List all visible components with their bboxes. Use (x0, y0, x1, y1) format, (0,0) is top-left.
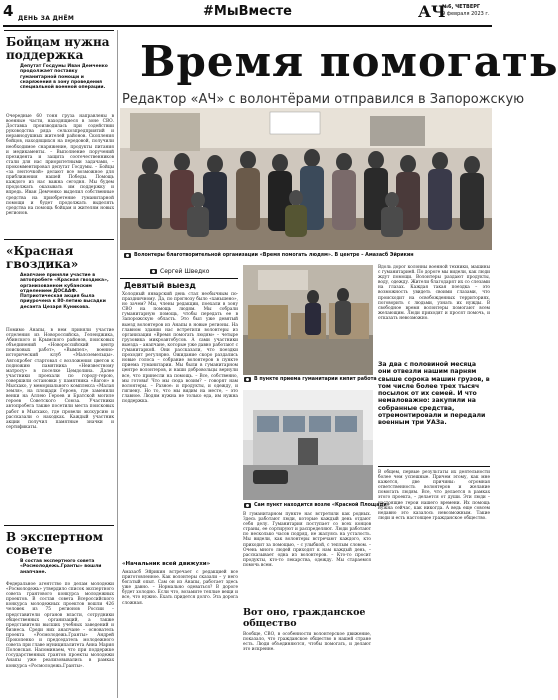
article2-title: «Красная гвоздика» (6, 244, 79, 271)
building-photo-caption-text: Сам пункт находится возле «Красной Площади» (254, 503, 390, 508)
col3-highlight: За два с половиной месяца они отвезли нашим парням свыше сорока машин грузов, в том числе более трех тысяч посылок от их семей. И что немаловажно: закупили на собранные средства, отремонтировали и передали военным три УАЗа. (378, 361, 490, 427)
warehouse-photo-caption-text: В пункте приема гуманитарии кипит работа (254, 377, 377, 382)
warehouse-photo-image (243, 265, 373, 375)
article2-body: Помимо Анапы, в нем приняли участие отделения из Новороссийска, Геленджика, Абинского и Крымского районов, поисковых объединений «Новороссийский центр поисковых работ», «Вымпел», военно-исторический клуб «Малоземельцы». Автопробег стартовал с возложения цветов к подножию памятника «Неизвестному матросу» в поселке Цемдолина. Далее участники проехали по городу-герою, совершили остановки у памятника «Вагон» в Мысхако, у мемориального комплекса «Малая земля», на площади Героев, где заменили венки на Аллею Героев и Братской могиле героев Советского Союза. Участники автопробега также посетили места поисковых работ в Мысхако, где провели экскурсию и рассказали о находках. Каждый участник акции получил памятные значки и сертификаты. (6, 328, 114, 430)
group-photo-caption (124, 253, 414, 258)
warehouse-photo (243, 265, 373, 375)
author-name: Сергей Шведко (160, 268, 210, 275)
col1-body2: Амазасб Эйрикин встречает с редакцией все приготовленное. Как волонтеры сказали – у него богатый опыт. Сам он из Анапы, работает здесь уже давно. – Нормально одеваться? В дороге будет холодно. Если что, возьмите теплые вещи и все, что нужно. Ехать придется долго. Эта дорога сложная. (122, 570, 238, 606)
main-subtitle: Редактор «АЧ» с волонтёрами отправился в Запорожскую (122, 92, 525, 107)
main-headline: Время помогать (140, 37, 558, 86)
article3-lead: В состав экспертного совета «Росмолодежь.Гранты» вошли анапчане. (20, 559, 102, 575)
camera-icon (124, 253, 131, 258)
col2-body2: Вообще, СВО, в особенности волонтерское движение, показало, что гражданское общество в нашей стране есть. Люди объединяются, чтобы помогать, и делают это искренне. (243, 632, 371, 653)
col2-body: В гуманитарном пункте нас встретили как родных. Здесь работают люди, которые каждый день отдают себя делу. Гуманитария поступает со всех концов страны, ее сортируют и распределяют. Люди работают по несколько часов подряд, не жалуясь на усталость. Мы видели, как волонтеры встречают каждого, кто приходит за помощью, – с улыбкой, с теплым словом. – Очень много людей приходят к нам каждый день, – рассказывает одна из волонтеров. – Кто-то просит продукты, кто-то лекарства, одежду. Мы стараемся помочь всем. (243, 512, 371, 568)
col3-body2: В общем, первые результаты их деятельности более чем успешные. Причем этому, как мне кажется, две причины: огромная ответственность волонтеров и желание помогать людям. Все, что делается в рамках этого проекта, – делается от души. Эти люди – настоящие герои нашего времени. Их помощь нужна сейчас, как никогда. А ведь еще совсем недавно это казалось невозможным. Такие люди и есть настоящее гражданское общество. (378, 470, 490, 521)
building-photo-image (243, 390, 373, 500)
article3-title: В экспертном совете (6, 530, 104, 557)
col2-subtitle: Вот оно, гражданское общество (243, 607, 366, 629)
article1-title: Бойцам нужна поддержка (6, 35, 110, 62)
col3-highlight-rule (378, 466, 490, 467)
left-column-divider (117, 30, 118, 698)
camera-icon (244, 377, 251, 382)
author-byline (150, 268, 209, 275)
issue-number: №6, ЧЕТВЕРГ (442, 4, 481, 10)
col1-body: Холодный январский день стал необычным по-праздничному. Да, по прогнозу было «ханьшено», но зачем? Мы, члены редакции, поехали в зону СВО на помощь людям. Мы собрали гуманитарную помощь, чтобы передать ее в Запорожскую область. Это был уже девятый выезд волонтеров из Анапы в новые регионы. На главном здании нас встретили волонтеры из организации «Время помогать людям» – четыре грузовика микроавтобусов. А сами участники выезда – анапчане, которые уже давно работают с гуманитаркой. Они рассказали, что поездки проходят регулярно. Ожидание скоро раздались новые голоса – собрание волонтеров в пункте приема гуманитарии. Мы были в гуманитарном центре волонтеров, и наши добровольцы вернули все, что принесли на помощь. – Все, собственно, мы готовы! Что мы сюда возим? – говорят нам волонтеры. – Разное: и продукты, и одежду, и гигиену. Но то, что мы видим на месте, – это главное. Людям нужна не только еда, им нужна поддержка. (122, 292, 238, 404)
section-label: ДЕНЬ ЗА ДНЁМ (18, 15, 75, 22)
col1-rule (120, 278, 238, 279)
article3-body: Федеральное агентство по делам молодежи «Росмолодежь» утвердило список экспертного совета грантового конкурса молодежных проектов. В состав совета Всероссийского конкурса молодежных проектов вошли 426 человек из 75 регионов России – представители органов власти, сотрудники общественных организаций, а также представители высших учебных заведений и бизнеса. Среди них анапчане – основатель проекта «Росмолодежь.Гранты» Андрей Прокопенко и председатель молодежного совета при главе муниципалитета Анна Мария Полонская. Напоминаем, что при поддержке государственных грантов проекты молодежи Анапы уже реализовывались в рамках конкурса «Росмолодежь.Гранты». (6, 582, 114, 669)
col3-body: Вдоль дорог колонны военной техники, машины с гуманитарией. По дороге мы видели, как люди ждут помощи. Волонтеры раздают продукты, воду, одежду. Жители благодарят их со слезами на глазах. Каждая такая поездка – это возможность увидеть своими глазами, что происходит на освобожденных территориях, поговорить с людьми, узнать их нужды. В свободное время волонтеры помогают всем желающим. Люди приходят и просят помочь, и отказать невозможно. (378, 265, 490, 321)
col1-section-title: Девятый выезд (124, 281, 196, 290)
group-photo-caption-text: Волонтеры благотворительной организации «Время помогать людям». В центре – Амазасб Эйрикин (134, 253, 414, 258)
camera-icon (150, 269, 157, 274)
article2-lead: Анапчане приняли участие в автопробеге «Красная гвоздика», организованном кубанским отделением ДОСААФ. Патриотическая акция была приурочена к 80-летию высадки десанта Цезаря Куникова. (20, 273, 109, 310)
building-photo-caption (244, 503, 390, 508)
issue-date: 9 февраля 2023 г. (442, 11, 490, 17)
building-photo (243, 390, 373, 500)
left-column-rule (4, 30, 114, 31)
page-number: 4 (3, 2, 14, 20)
left-rule-2 (4, 239, 114, 240)
col1-subtitle: «Начальник всей движухи» (122, 561, 211, 567)
group-photo (120, 108, 492, 250)
left-rule-3 (4, 525, 114, 526)
camera-icon (244, 503, 251, 508)
warehouse-photo-caption (244, 377, 377, 382)
header-rule (3, 25, 492, 27)
article1-body: Очередные 60 тонн груза направлены в военные части, находящиеся в зоне СВО. Доставка производилась при содействии руководства ряда сельхозпредприятий и неравнодушных жителей районов. Скопления бойцов, находящихся на передовой, получили необходимое снаряжение, продукты питания и медикаменты. – Выполнение поручений президента и защита соотечественников стали для нас приоритетными задачами, – прокомментировал депутат Госдумы. – Бойцы «за ленточкой» делают все возможное для приближения нашей Победы. Помощь каждого из нас важна сегодня. Мы будем продолжать оказывать им поддержку и впредь. Иван Демченко выделил собственные средства на приобретение гуманитарной помощи и будет продолжать выделять средства на помощь бойцам и жителям новых регионов. (6, 114, 114, 216)
logo: АЧ (418, 2, 446, 21)
group-photo-image (120, 108, 492, 250)
article1-lead: Депутат Госдумы Иван Демченко продолжает поставку гуманитарной помощи и снаряжения в зону проведения специальной военной операции. (20, 64, 108, 91)
hashtag: #МыВместе (203, 4, 292, 19)
